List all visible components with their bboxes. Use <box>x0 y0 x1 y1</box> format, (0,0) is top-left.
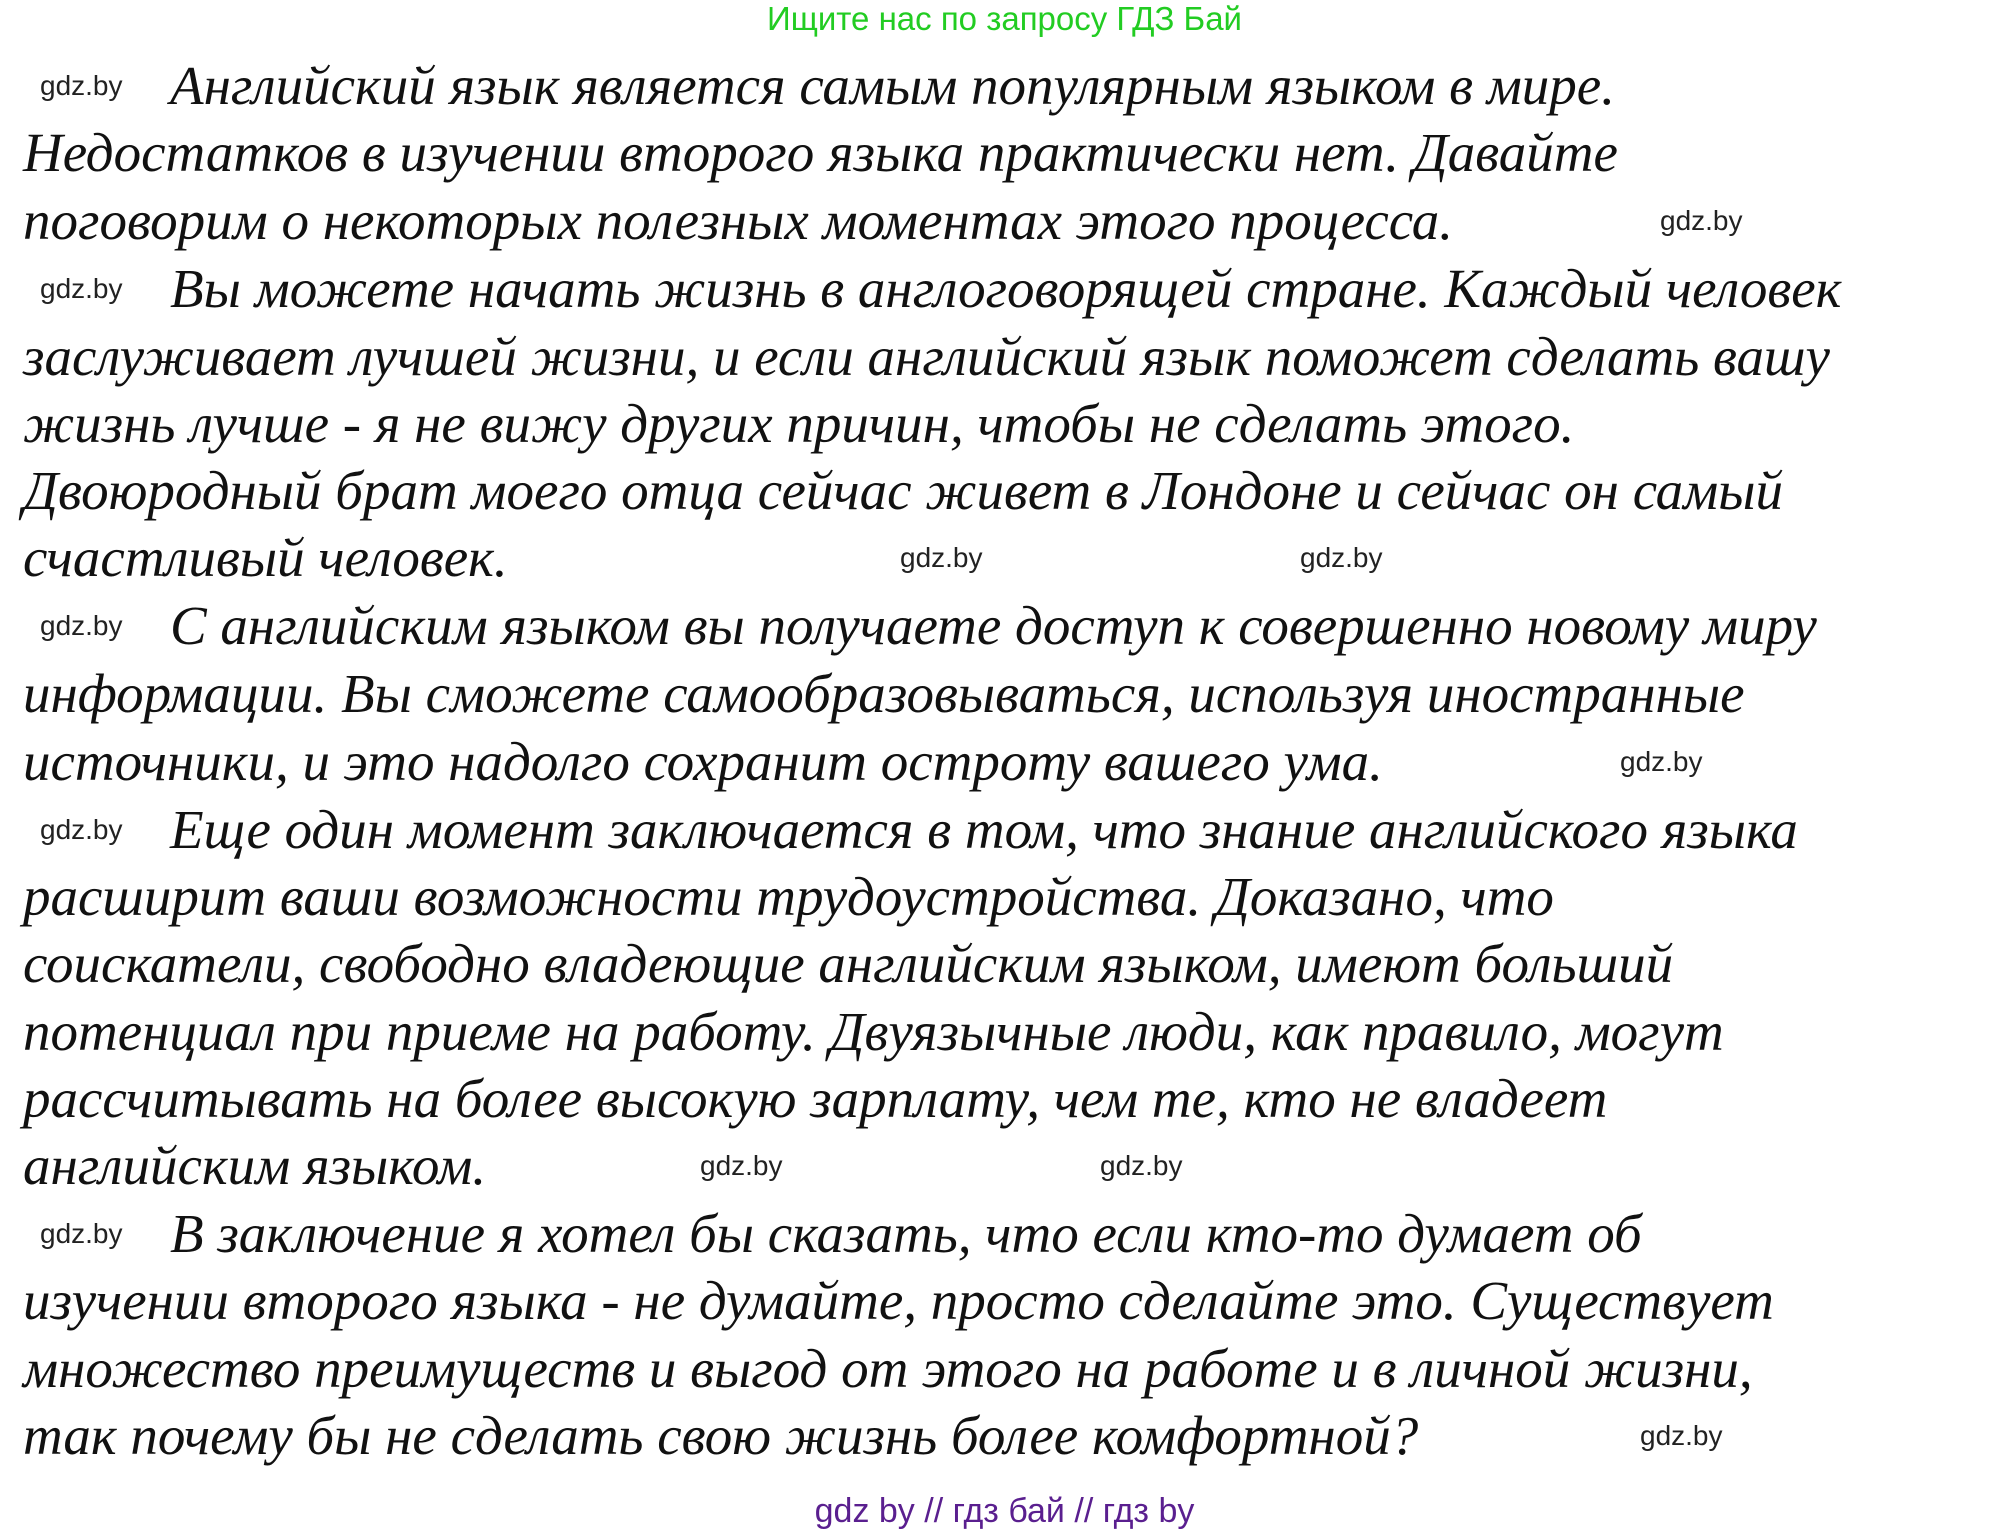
text-line: информации. Вы сможете самообразовываться, используя иностранные <box>23 663 1745 724</box>
watermark: gdz.by <box>700 1150 783 1181</box>
text-line: заслуживает лучшей жизни, и если английский язык поможет сделать вашу <box>23 326 1830 387</box>
text-line: С английским языком вы получаете доступ к совершенно новому миру <box>170 595 1817 656</box>
text-line: Английский язык является самым популярным языком в мире. <box>170 55 1615 116</box>
text-line: множество преимуществ и выгод от этого на работе и в личной жизни, <box>23 1338 1753 1399</box>
text-line: потенциал при приеме на работу. Двуязычные люди, как правило, могут <box>23 1001 1724 1062</box>
watermark: gdz.by <box>1660 205 1743 236</box>
watermark: gdz.by <box>1100 1150 1183 1181</box>
text-line: В заключение я хотел бы сказать, что если кто-то думает об <box>170 1203 1642 1264</box>
text-line: поговорим о некоторых полезных моментах этого процесса. <box>23 190 1453 251</box>
text-line: соискатели, свободно владеющие английским языком, имеют больший <box>23 933 1674 994</box>
watermark: gdz.by <box>900 542 983 573</box>
watermark: gdz.by <box>1640 1420 1723 1451</box>
text-line: Еще один момент заключается в том, что знание английского языка <box>170 799 1798 860</box>
text-line: так почему бы не сделать свою жизнь более комфортной? <box>23 1405 1419 1466</box>
text-line: Двоюродный брат моего отца сейчас живет в Лондоне и сейчас он самый <box>23 460 1784 521</box>
text-line: источники, и это надолго сохранит остроту вашего ума. <box>23 731 1383 792</box>
text-line: английским языком. <box>23 1135 487 1196</box>
watermark: gdz.by <box>40 814 123 845</box>
text-line: Вы можете начать жизнь в англоговорящей стране. Каждый человек <box>170 258 1842 319</box>
text-line: изучении второго языка - не думайте, просто сделайте это. Существует <box>23 1270 1774 1331</box>
search-hint-header: Ищите нас по запросу ГДЗ Бай <box>767 0 1242 37</box>
watermark: gdz.by <box>1620 746 1703 777</box>
text-line: Недостатков в изучении второго языка практически нет. Давайте <box>23 122 1618 183</box>
footer-links: gdz by // гдз бай // гдз by <box>814 1492 1195 1530</box>
watermark: gdz.by <box>40 273 123 304</box>
watermark: gdz.by <box>1300 542 1383 573</box>
text-line: жизнь лучше - я не вижу других причин, чтобы не сделать этого. <box>23 393 1575 454</box>
text-line: рассчитывать на более высокую зарплату, чем те, кто не владеет <box>23 1068 1608 1129</box>
watermark: gdz.by <box>40 610 123 641</box>
watermark: gdz.by <box>40 1218 123 1249</box>
watermark: gdz.by <box>40 70 123 101</box>
text-line: расширит ваши возможности трудоустройства. Доказано, что <box>23 866 1554 927</box>
text-line: счастливый человек. <box>23 527 508 588</box>
